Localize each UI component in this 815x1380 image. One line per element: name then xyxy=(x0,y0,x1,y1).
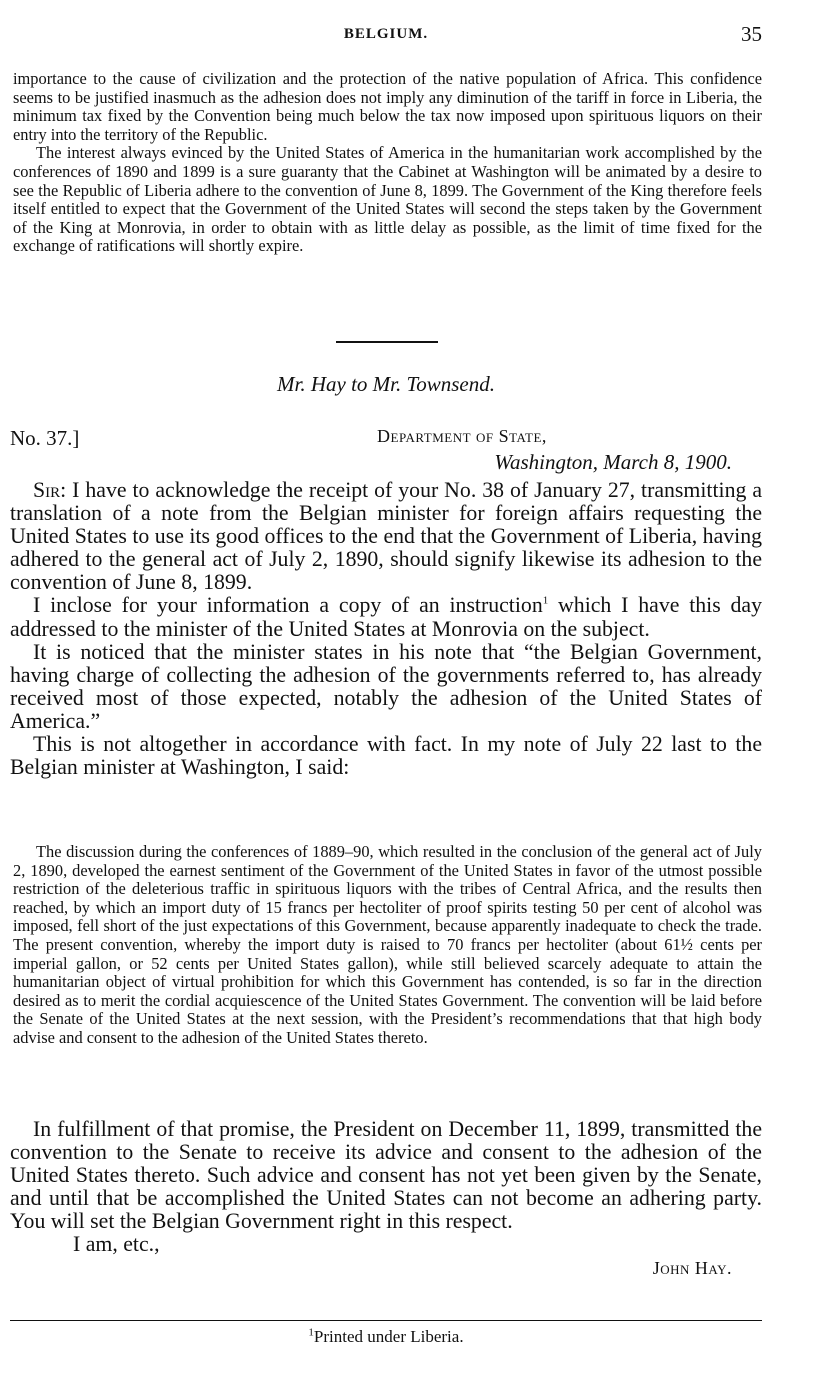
letter-paragraph-2 xyxy=(10,594,762,640)
letter-paragraph-1-text: I have to acknowledge the receipt of your No. 38 of January 27, transmitting a translation of a note from the Belgian minister for foreign affairs requesting the United States to use its good offices to the end that the Government of Liberia, having adhered to the general act of July 2, 1890, should signify likewise its adhesion to the convention of June 8, 1899. xyxy=(10,478,763,595)
continued-text xyxy=(13,70,762,256)
salutation: Sir: xyxy=(33,478,67,502)
place-date-line: Washington, March 8, 1900. xyxy=(494,450,732,474)
continued-paragraph-1: importance to the cause of civilization and the protection of the native population of Africa. This confidence seems to be justified inasmuch as the adhesion does not imply any diminution of the tariff in force in Liberia, the minimum tax fixed by the Convention being much below the tax now imposed upon spirituous liquors on their entry into the territory of the Republic. xyxy=(13,69,762,144)
letter-body xyxy=(10,479,762,779)
footnote-marker: 1 xyxy=(308,1326,314,1339)
running-head xyxy=(10,22,762,46)
closing-line: I am, etc., xyxy=(73,1232,160,1257)
continued-paragraph-2: The interest always evinced by the United States of America in the humanitarian work accomplished by the conferences of 1890 and 1899 is a sure guaranty that the Cabinet at Washington will be animated by a desire to see the Republic of Liberia adhere to the convention of June 8, 1899. The Government of the King therefore feels itself entitled to expect that the Government of the United States will second the steps taken by the Government of the King at Monrovia, in order to obtain with as little delay as possible, as the limit of time fixed for the exchange of ratifications will shortly expire. xyxy=(13,143,762,256)
document-heading: Mr. Hay to Mr. Townsend. xyxy=(277,372,495,396)
footnote xyxy=(10,1327,762,1347)
dateline xyxy=(10,424,762,476)
letter-paragraph-5: In fulfillment of that promise, the President on December 11, 1899, transmitted the convention to the Senate to receive its advice and consent to the adhesion of the United States thereto. Such advice and consent has not yet been given by the Senate, and until that be accomplished the United States can not become an adhering party. You will set the Belgian Government right in this respect. xyxy=(10,1117,762,1234)
letter-closing-section xyxy=(10,1118,762,1280)
letter-paragraph-1 xyxy=(10,479,762,594)
document-number: No. 37.] xyxy=(10,426,80,450)
block-quote xyxy=(13,843,762,1048)
section-divider xyxy=(336,341,438,343)
footnote-text: Printed under Liberia. xyxy=(313,1327,464,1346)
letter-paragraph-2-text-a: I inclose for your information a copy of an instruction xyxy=(33,593,543,618)
document-page xyxy=(10,0,762,1380)
letter-paragraph-3: It is noticed that the minister states in his note that “the Belgian Government, having charge of collecting the adhesion of the governments referred to, has already received most of those expected, notably the adhesion of the United States of America.” xyxy=(10,639,762,733)
running-head-title: BELGIUM. xyxy=(343,26,429,42)
page-number: 35 xyxy=(741,22,762,46)
letter-paragraph-4: This is not altogether in accordance with fact. In my note of July 22 last to the Belgian minister at Washington, I said: xyxy=(10,732,762,780)
department-line: Department of State, xyxy=(377,426,547,446)
footnote-divider xyxy=(10,1320,762,1321)
letter-paragraph-2-text-b: which I have this day addressed to the minister of the United States at Monrovia on the subject. xyxy=(10,593,763,641)
signature: John Hay. xyxy=(652,1257,732,1278)
footnote-reference: 1 xyxy=(542,595,549,608)
block-quote-text: The discussion during the conferences of 1889–90, which resulted in the conclusion of the general act of July 2, 1890, developed the earnest sentiment of the Government of the United States in favor of the utmost possible restriction of the deleterious traffic in spirituous liquors with the tribes of Central Africa, and the results then reached, by which an import duty of 15 francs per hectoliter of proof spirits testing 50 per cent of alcohol was imposed, fell short of the just expectations of this Government, because apparently inadequate to check the trade. The present convention, whereby the import duty is raised to 70 francs per hectoliter (about 61½ cents per imperial gallon, or 52 cents per United States gallon), while still believed scarcely adequate to attain the humanitarian object of virtual prohibition for which this Government has contended, is so far in the direction desired as to merit the cordial acquiescence of the United States Government. The convention will be laid before the Senate of the United States at the next session, with the President’s recommendations that that high body advise and consent to the adhesion of the United States thereto. xyxy=(13,842,762,1047)
